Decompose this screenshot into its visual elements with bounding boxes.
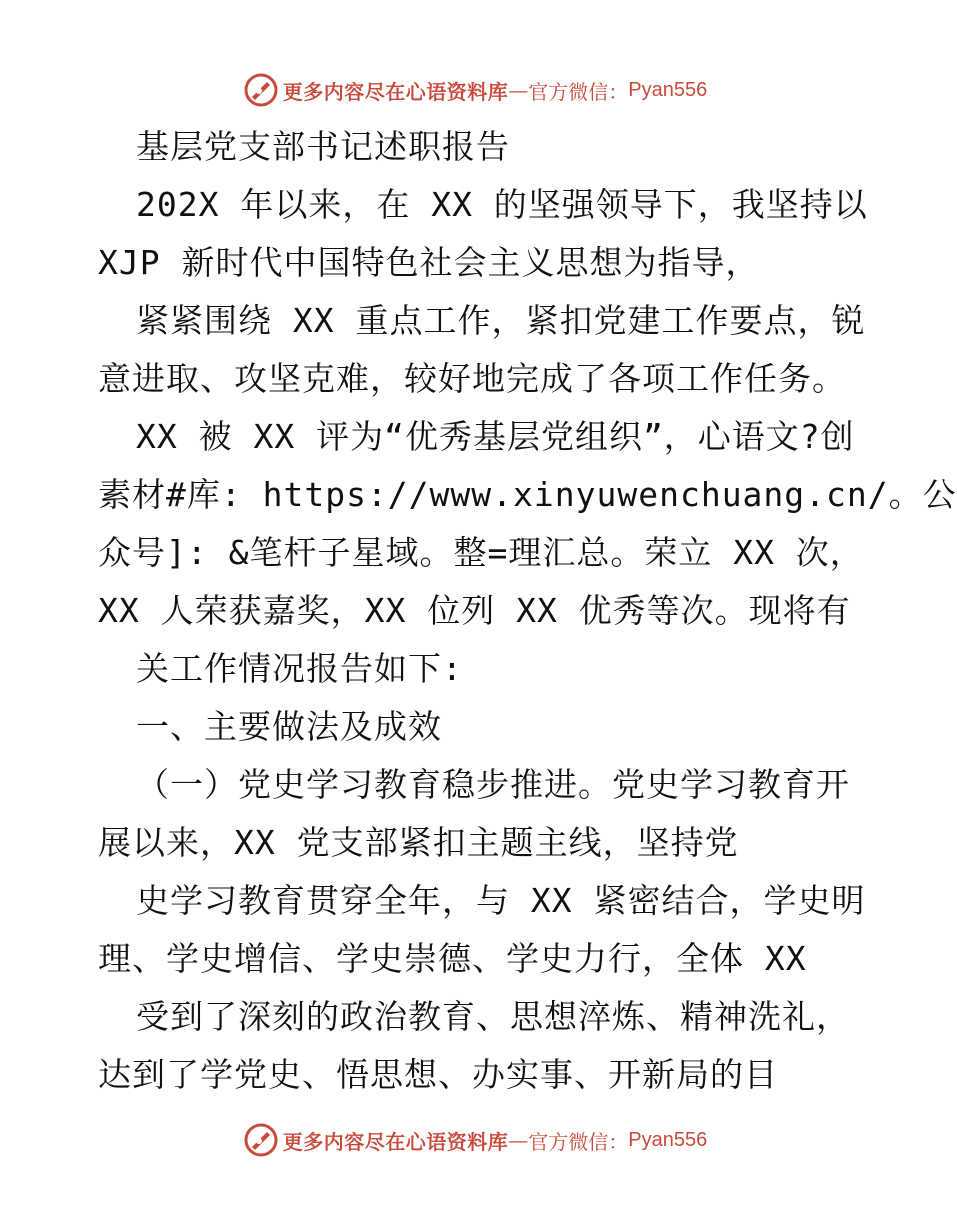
text-line: 素材#库: https://www.xinyuwenchuang.cn/。公	[98, 475, 957, 514]
text-line: 受到了深刻的政治教育、思想淬炼、精神洗礼，	[136, 997, 850, 1036]
subsection-heading: （一）党史学习教育稳步推进。党史学习教育开	[136, 765, 850, 804]
text-line: XX 人荣获嘉奖，XX 位列 XX 优秀等次。现将有	[98, 591, 851, 630]
text-line: 202X 年以来，在 XX 的坚强领导下，我坚持以	[136, 185, 868, 224]
text-line: 紧紧围绕 XX 重点工作，紧扣党建工作要点，锐	[136, 301, 866, 340]
text-line: 众号]: &笔杆子星域。整=理汇总。荣立 XX 次，	[98, 533, 864, 572]
pen-logo-icon	[243, 72, 279, 108]
header-banner	[0, 68, 950, 112]
banner-text: 更多内容尽在心语资料库	[282, 79, 509, 104]
text-line: 达到了学党史、悟思想、办实事、开新局的目	[98, 1055, 778, 1094]
banner-wechat-handle: Pyan556	[628, 78, 708, 101]
section-heading: 一、主要做法及成效	[136, 707, 442, 746]
banner-dash: —	[508, 78, 529, 102]
document-title: 基层党支部书记述职报告	[136, 127, 510, 166]
pen-logo-icon	[243, 1122, 279, 1158]
footer-banner	[0, 1118, 950, 1162]
text-line: 史学习教育贯穿全年，与 XX 紧密结合，学史明	[136, 881, 866, 920]
banner-text: 更多内容尽在心语资料库	[282, 1129, 509, 1154]
text-line: XJP 新时代中国特色社会主义思想为指导，	[98, 243, 760, 282]
text-line: 理、学史增信、学史崇德、学史力行，全体 XX	[98, 939, 807, 978]
text-line: 意进取、攻坚克难，较好地完成了各项工作任务。	[98, 359, 846, 398]
banner-wechat-handle: Pyan556	[628, 1128, 708, 1151]
banner-wechat-label: 官方微信：	[528, 79, 629, 104]
banner-wechat-label: 官方微信：	[528, 1129, 629, 1154]
text-line: 关工作情况报告如下:	[136, 649, 463, 688]
banner-dash: —	[508, 1128, 529, 1152]
text-line: 展以来，XX 党支部紧扣主题主线，坚持党	[98, 823, 739, 862]
document-body	[98, 118, 957, 1104]
text-line: XX 被 XX 评为“优秀基层党组织”，心语文?创	[136, 417, 855, 456]
